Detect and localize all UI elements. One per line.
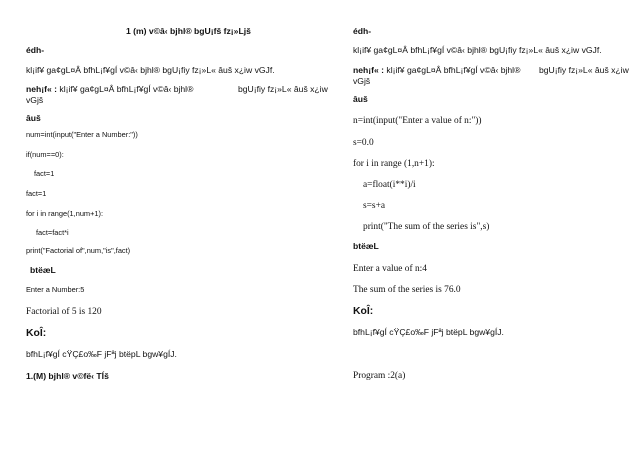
code-line: s=0.0: [353, 138, 374, 148]
code-line: for i in range(1,num+1):: [26, 209, 104, 218]
code-line: for i in range (1,n+1):: [353, 159, 435, 169]
aim-label: édh-: [26, 45, 45, 55]
result-text: bfhL¡f¥gÍ cŸÇ£o‰F jFªj btëpL bgw¥gÍJ.: [353, 327, 504, 337]
next-section-title: 1.(M) bjhl® v©fë‹ TÍš: [26, 371, 109, 381]
aim-text: kl¡if¥ ga¢gL¤Â bfhL¡f¥gÍ v©â‹ bjhl® bgU¡fiy fz¡»L« âuš x¿iw vGJf.: [353, 45, 602, 55]
program-label: Program :2(a): [353, 371, 406, 381]
input-text-c: vGjš: [26, 95, 44, 105]
input-text-c: vGjš: [353, 76, 371, 86]
output-line: The sum of the series is 76.0: [353, 285, 461, 295]
code-line: num=int(input("Enter a Number:")): [26, 130, 138, 139]
code-line: n=int(input("Enter a value of n:")): [353, 116, 482, 126]
input-text-b: bgU¡fiy fz¡»L« âuš x¿iw: [238, 84, 328, 94]
aim-label: édh-: [353, 26, 372, 36]
output-line: Factorial of 5 is 120: [26, 307, 102, 317]
aim-text: kl¡if¥ ga¢gL¤Â bfhL¡f¥gÍ v©â‹ bjhl® bgU¡fiy fz¡»L« âuš x¿iw vGJf.: [26, 65, 275, 75]
result-text: bfhL¡f¥gÍ cŸÇ£o‰F jFªj btëpL bgw¥gÍJ.: [26, 349, 177, 359]
code-line: fact=1: [26, 189, 47, 198]
section-title: 1 (m) v©â‹ bjhl® bgU¡fš fz¡»Ljš: [126, 26, 251, 36]
output-label: btëæL: [353, 241, 379, 251]
code-line: print("Factorial of",num,"is",fact): [26, 246, 131, 255]
input-row: [26, 85, 193, 95]
code-label: âuš: [353, 94, 368, 104]
input-text-a: kl¡if¥ ga¢gL¤Â bfhL¡f¥gÍ v©â‹ bjhl®: [59, 84, 194, 94]
input-label: neh¡f« :: [26, 84, 58, 94]
code-line: print("The sum of the series is",s): [363, 222, 490, 232]
code-label: âuš: [26, 113, 41, 123]
result-label: KoÎ:: [353, 306, 374, 317]
code-line: fact=1: [34, 169, 55, 178]
input-text-b: bgU¡fiy fz¡»L« âuš x¿iw: [539, 65, 629, 75]
output-line: Enter a Number:5: [26, 285, 85, 294]
output-label: btëæL: [30, 265, 56, 275]
input-label: neh¡f« :: [353, 65, 385, 75]
input-row: [353, 66, 520, 76]
result-label: KoÎ:: [26, 328, 47, 339]
code-line: s=s+a: [363, 201, 386, 211]
input-text-a: kl¡if¥ ga¢gL¤Â bfhL¡f¥gÍ v©â‹ bjhl®: [386, 65, 521, 75]
code-line: a=float(i**i)/i: [363, 180, 416, 190]
code-line: if(num==0):: [26, 150, 64, 159]
code-line: fact=fact*i: [36, 228, 69, 237]
output-line: Enter a value of n:4: [353, 264, 427, 274]
